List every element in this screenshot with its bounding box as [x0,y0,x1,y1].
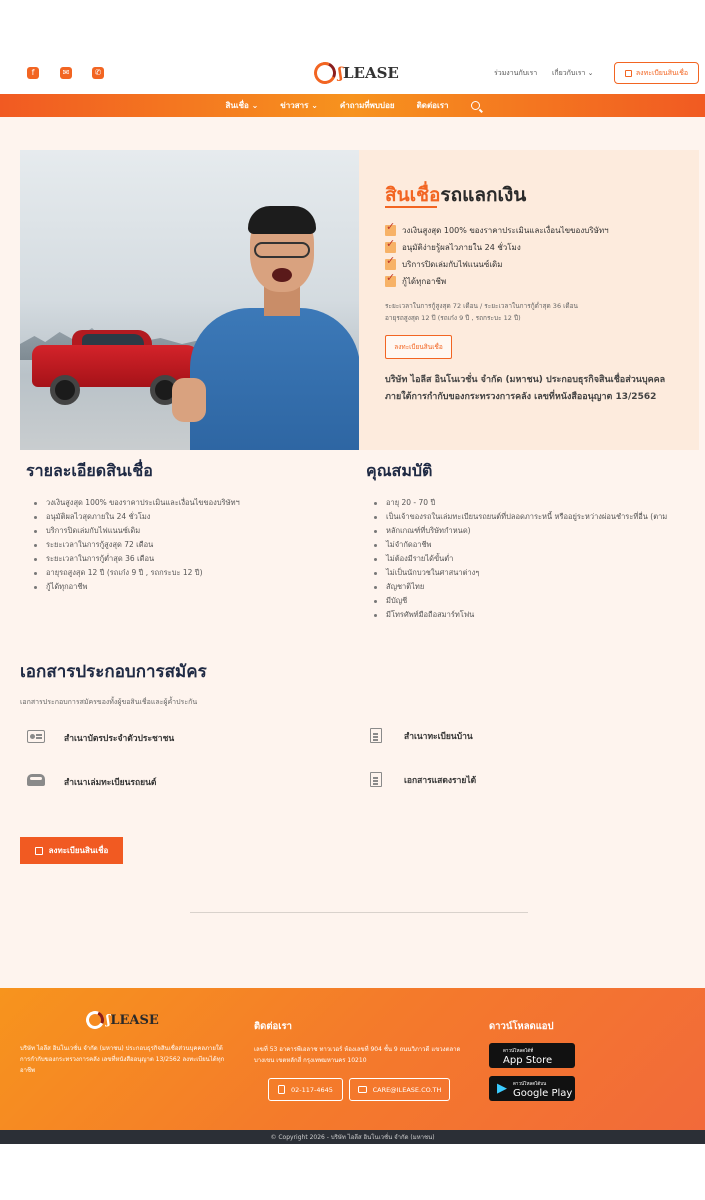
checkbox-icon [385,225,396,236]
loan-details-title: รายละเอียดสินเชื่อ [26,461,153,480]
list-item: หลักเกณฑ์ที่บริษัทกำหนด) [372,524,667,538]
company-license-text: บริษัท ไอลีส อินโนเวชั่น จำกัด (มหาชน) ประกอบธุรกิจสินเชื่อส่วนบุคคลภายใต้การกำกับของกระทรวงการคลัง เลขที่หนังสืออนุญาต 13/2562 [385,375,666,402]
list-item: อายุ 20 - 70 ปี [372,496,667,510]
list-item: ไม่เป็นนักบวชในศาสนาต่างๆ [372,566,667,580]
footer-contact-title: ติดต่อเรา [254,1021,292,1032]
list-item: วงเงินสูงสุด 100% ของราคาประเมินและเงื่อนไขของบริษัทฯ [32,496,240,510]
doc-income-proof: เอกสารแสดงรายได้ [366,772,476,788]
nav-item-faq[interactable]: คำถามที่พบบ่อย [339,101,395,110]
hero-info-panel [359,150,699,450]
facebook-icon[interactable]: f [27,67,39,79]
link-careers[interactable]: ร่วมงานกับเรา [494,69,538,77]
register-loan-button-main[interactable]: ลงทะเบียนสินเชื่อ [20,837,123,864]
list-item: มีโทรศัพท์มือถือสมาร์ทโฟน [372,608,667,622]
checkbox-icon [385,259,396,270]
search-icon[interactable] [471,101,480,110]
nav-item-news[interactable]: ข่าวสาร ⌄ [280,101,318,110]
list-item: อายุรถสูงสุด 12 ปี (รถเก๋ง 9 ปี , รถกระบะ 12 ปี) [32,566,240,580]
income-document-icon [370,772,382,787]
email-icon[interactable]: ✉ [60,67,72,79]
play-icon: ▶ [497,1081,507,1096]
section-divider [190,912,528,913]
hero-image [20,150,359,450]
footer-phone-button[interactable]: 02-117-4645 [268,1078,343,1101]
doc-id-card: สำเนาบัตรประจำตัวประชาชน [26,730,174,746]
nav-item-contact[interactable]: ติดต่อเรา [416,101,449,110]
list-item: สัญชาติไทย [372,580,667,594]
hero-terms-note: ระยะเวลาในการกู้สูงสุด 72 เดือน / ระยะเวลาในการกู้ต่ำสุด 36 เดือน อายุรถสูงสุด 12 ปี (รถเก๋ง 9 ปี , รถกระบะ 12 ปี) [385,302,578,322]
register-icon [35,847,43,855]
qualifications-list [372,496,667,622]
document-icon [370,728,382,743]
documents-title: เอกสารประกอบการสมัคร [20,662,207,682]
list-item: เป็นเจ้าของรถในเล่มทะเบียนรถยนต์ที่ปลอดภาระหนี้ หรืออยู่ระหว่างผ่อนชำระที่อื่น (ตาม [372,510,667,524]
footer-app-title: ดาวน์โหลดแอป [489,1021,554,1032]
check-item: ✓ บริการปิดเล่มกับไฟแนนซ์เดิม [385,256,609,273]
footer-company-desc: บริษัท ไอลีส อินโนเวชั่น จำกัด (มหาชน) ประกอบธุรกิจสินเชื่อส่วนบุคคลภายใต้การกำกับของกระทรวงการคลัง เลขที่หนังสืออนุญาต 13/2562 ลงทะเบียนได้ทุกอาชีพ [20,1045,225,1074]
checkbox-icon [385,276,396,287]
register-loan-button-hero[interactable]: ลงทะเบียนสินเชื่อ [385,335,452,359]
copyright-bar: © Copyright 2026 - บริษัท ไอลีส อินโนเวชั่น จำกัด (มหาชน) [0,1130,705,1144]
nav-item-loans[interactable]: สินเชื่อ ⌄ [225,101,259,110]
register-loan-button-top[interactable] [614,62,699,84]
site-footer [0,988,705,1130]
phone-icon[interactable]: ✆ [92,67,104,79]
footer-logo-name: LEASE [110,1012,159,1028]
list-item: กู้ได้ทุกอาชีพ [32,580,240,594]
email-icon [358,1086,367,1093]
phone-icon [278,1085,285,1094]
list-item: บริการปิดเล่มกับไฟแนนซ์เดิม [32,524,240,538]
list-item: มีบัญชี [372,594,667,608]
list-item: ระยะเวลาในการกู้ต่ำสุด 36 เดือน [32,552,240,566]
hero-section [20,150,699,450]
logo-mark-icon [83,1008,106,1031]
link-about-us[interactable]: เกี่ยวกับเรา ⌄ [552,69,594,77]
documents-subtitle: เอกสารประกอบการสมัครของทั้งผู้ขอสินเชื่อและผู้ค้ำประกัน [20,698,198,706]
checkbox-icon [385,242,396,253]
app-store-badge[interactable]: ดาวน์โหลดได้ที่ App Store [489,1043,575,1068]
car-icon [27,774,45,786]
logo-slash: ʃ [338,64,343,82]
id-card-icon [27,730,45,743]
loan-details-list [32,496,240,594]
footer-logo-slash: ʃ [106,1012,111,1028]
footer-email-button[interactable]: CARE@ILEASE.CO.TH [349,1078,450,1101]
hero-title-rest: รถแลกเงิน [440,184,527,206]
footer-address: เลขที่ 53 อาคารพีเอลาซ ทาวเวอร์ ห้องเลขที่ 904 ชั้น 9 ถนนวิภาวดี แขวงตลาดบางเขน เขตหลักสี่ กรุงเทพมหานคร 10210 [254,1046,461,1064]
doc-house-registration: สำเนาทะเบียนบ้าน [366,728,473,744]
google-play-badge[interactable]: ▶ ดาวน์โหลดได้บน Google Play [489,1076,575,1101]
list-item: ระยะเวลาในการกู้สูงสุด 72 เดือน [32,538,240,552]
list-item: ไม่จำกัดอาชีพ [372,538,667,552]
excited-man-image [190,210,359,450]
hero-checklist [385,222,609,290]
footer-logo[interactable] [86,1011,159,1029]
logo-mark-icon [311,59,339,87]
check-item: ✓ วงเงินสูงสุด 100% ของราคาประเมินและเงื่อนไขของบริษัทฯ [385,222,609,239]
check-item: ✓ อนุมัติง่ายรู้ผลไวภายใน 24 ชั่วโมง [385,239,609,256]
list-item: ไม่ต้องมีรายได้ขั้นต่ำ [372,552,667,566]
list-item: อนุมัติผลไวสุดภายใน 24 ชั่วโมง [32,510,240,524]
main-nav [0,94,705,117]
title-underline [385,206,437,208]
hero-title-accent: สินเชื่อ [385,184,441,206]
register-icon [625,70,632,77]
register-button-label: ลงทะเบียนสินเชื่อ [635,68,689,77]
site-logo[interactable] [314,61,399,85]
qualifications-title: คุณสมบัติ [366,461,433,480]
doc-vehicle-registration: สำเนาเล่มทะเบียนรถยนต์ [26,774,156,790]
check-item: ✓ กู้ได้ทุกอาชีพ [385,273,609,290]
top-header [0,52,705,94]
logo-name: LEASE [342,64,399,82]
